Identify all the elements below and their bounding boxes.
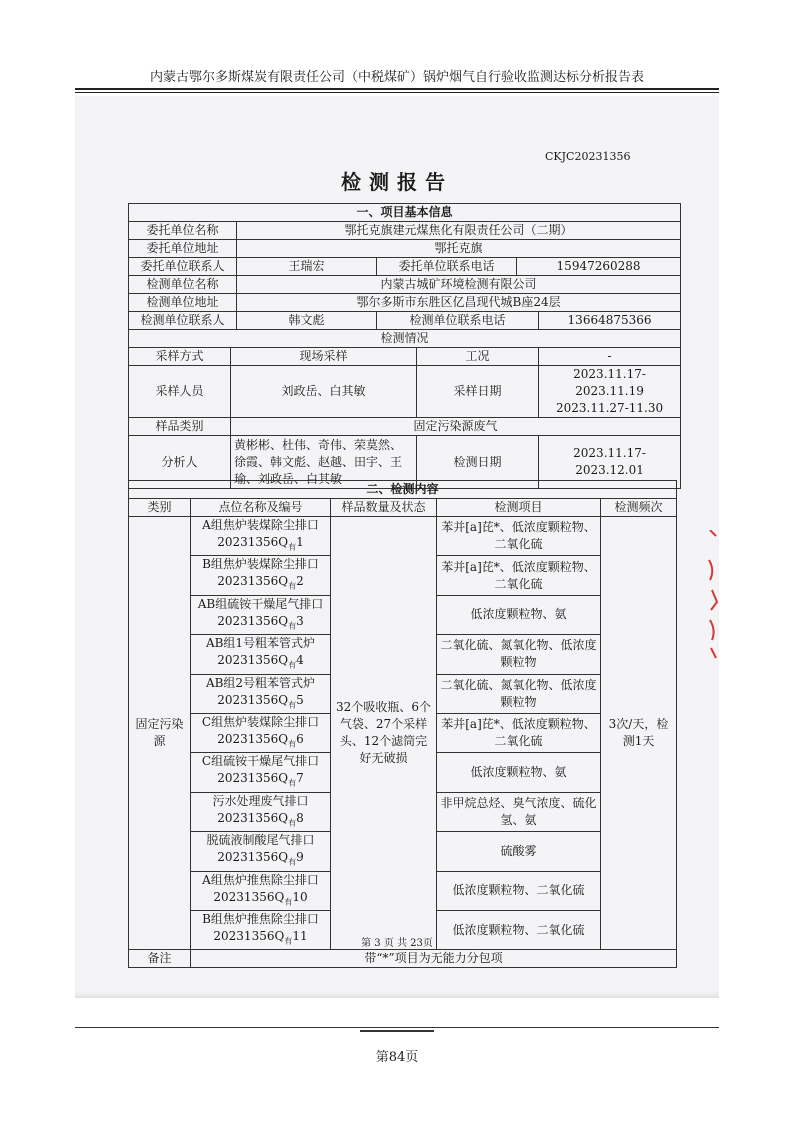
point-name: 脱硫液制酸尾气排口20231356Q [206, 833, 315, 865]
client-name-label: 委托单位名称 [129, 222, 237, 240]
point-subscript: 有 [288, 621, 297, 631]
point-subscript: 有 [288, 660, 297, 670]
point-cell [191, 832, 331, 871]
point-subscript: 有 [288, 857, 297, 867]
point-name: 污水处理废气排口20231356Q [212, 793, 309, 825]
sampling-method: 现场采样 [231, 348, 417, 366]
condition-label: 工况 [417, 348, 539, 366]
lab-name: 内蒙古城矿环境检测有限公司 [237, 276, 681, 294]
point-number: 7 [296, 771, 304, 786]
test-date-label: 检测日期 [417, 436, 539, 489]
sample-type-label: 样品类别 [129, 418, 231, 436]
section2-title: 二、检测内容 [129, 481, 677, 499]
inner-page-number: 第 3 页 共 23页 [361, 938, 433, 949]
point-number: 5 [296, 692, 304, 707]
point-name: A组焦炉推焦除尘排口20231356Q [202, 872, 319, 904]
point-number: 4 [296, 653, 304, 668]
items-cell: 苯并[a]芘*、低浓度颗粒物、二氧化硫 [437, 713, 601, 752]
lab-contact: 韩文彪 [237, 312, 377, 330]
point-name: A组焦炉装煤除尘排口20231356Q [202, 518, 319, 549]
point-cell [191, 792, 331, 831]
point-cell [191, 556, 331, 595]
seal-fragment [706, 530, 720, 660]
test-content-table [128, 480, 677, 968]
client-phone-label: 委托单位联系电话 [377, 258, 517, 276]
col-freq: 检测频次 [601, 499, 677, 517]
items-cell: 低浓度颗粒物、氨 [437, 753, 601, 792]
document-header: 内蒙古鄂尔多斯煤炭有限责任公司（中税煤矿）锅炉烟气自行验收监测达标分析报告表 [149, 70, 644, 85]
client-address: 鄂托克旗 [237, 240, 681, 258]
point-subscript: 有 [288, 542, 297, 552]
items-cell: 苯并[a]芘*、低浓度颗粒物、二氧化硫 [437, 556, 601, 595]
point-cell [191, 517, 331, 556]
point-subscript: 有 [288, 581, 297, 591]
point-subscript: 有 [288, 778, 297, 788]
point-subscript: 有 [284, 936, 293, 946]
basic-info-table [128, 203, 681, 489]
point-number: 10 [292, 889, 308, 904]
sampling-date [539, 366, 681, 418]
point-subscript: 有 [288, 739, 297, 749]
footer-page-number: 第84页 [375, 1050, 419, 1065]
point-number: 2 [296, 574, 304, 589]
condition: - [539, 348, 681, 366]
point-number: 9 [296, 850, 304, 865]
lab-address: 鄂尔多斯市东胜区亿昌现代城B座24层 [237, 294, 681, 312]
table-row [129, 517, 677, 556]
footer-rule [75, 1027, 719, 1028]
sampling-date-2: 2023.11.27-11.30 [555, 401, 664, 415]
qty-cell: 32个吸收瓶、6个气袋、27个采样头、12个滤筒完好无破损 [331, 517, 437, 950]
items-cell: 二氧化硫、氮氧化物、低浓度颗粒物 [437, 635, 601, 674]
point-name: AB组2号粗苯管式炉20231356Q [205, 675, 316, 707]
section1-title: 一、项目基本信息 [129, 204, 681, 222]
items-cell: 低浓度颗粒物、二氧化硫 [437, 910, 601, 949]
point-name: AB组硫铵干燥尾气排口20231356Q [197, 596, 324, 628]
point-cell [191, 753, 331, 792]
point-name: B组焦炉推焦除尘排口20231356Q [202, 911, 319, 943]
test-date: 2023.11.17-2023.12.01 [539, 436, 681, 489]
analysts: 黄彬彬、杜伟、奇伟、荣莫然、徐霞、韩文彪、赵越、田宇、王瑜、刘政岳、白其敏 [231, 436, 417, 489]
client-name: 鄂托克旗建元煤焦化有限责任公司（二期） [237, 222, 681, 240]
lab-phone-label: 检测单位联系电话 [377, 312, 539, 330]
point-subscript: 有 [288, 699, 297, 709]
sampling-method-label: 采样方式 [129, 348, 231, 366]
client-address-label: 委托单位地址 [129, 240, 237, 258]
report-code: CKJC20231356 [545, 150, 631, 163]
point-subscript: 有 [284, 896, 293, 906]
point-number: 8 [296, 810, 304, 825]
header-rule-thin [75, 92, 719, 93]
remark-label: 备注 [129, 950, 191, 968]
header-rule [75, 88, 719, 90]
point-number: 6 [296, 731, 304, 746]
col-point: 点位名称及编号 [191, 499, 331, 517]
point-cell [191, 635, 331, 674]
samplers-label: 采样人员 [129, 366, 231, 418]
point-name: B组焦炉装煤除尘排口20231356Q [202, 557, 319, 589]
items-cell: 非甲烷总烃、臭气浓度、硫化氢、氨 [437, 792, 601, 831]
col-category: 类别 [129, 499, 191, 517]
point-subscript: 有 [288, 818, 297, 828]
lab-phone: 13664875366 [539, 312, 681, 330]
remark: 带“*”项目为无能力分包项 [191, 950, 677, 968]
point-number: 11 [292, 928, 308, 943]
lab-name-label: 检测单位名称 [129, 276, 237, 294]
point-cell [191, 871, 331, 910]
point-cell [191, 713, 331, 752]
situation-title: 检测情况 [129, 330, 681, 348]
lab-contact-label: 检测单位联系人 [129, 312, 237, 330]
point-number: 3 [296, 613, 304, 628]
client-phone: 15947260288 [517, 258, 681, 276]
point-name: C组焦炉装煤除尘排口20231356Q [201, 714, 320, 746]
items-cell: 硫酸雾 [437, 832, 601, 871]
col-qty: 样品数量及状态 [331, 499, 437, 517]
col-items: 检测项目 [437, 499, 601, 517]
category-cell: 固定污染源 [129, 517, 191, 950]
lab-address-label: 检测单位地址 [129, 294, 237, 312]
point-cell [191, 674, 331, 713]
samplers: 刘政岳、白其敏 [231, 366, 417, 418]
sampling-date-1: 2023.11.17-2023.11.19 [573, 367, 646, 398]
point-name: AB组1号粗苯管式炉20231356Q [205, 636, 316, 668]
items-cell: 二氧化硫、氮氧化物、低浓度颗粒物 [437, 674, 601, 713]
point-name: C组硫铵干燥尾气排口20231356Q [201, 754, 320, 786]
items-cell: 低浓度颗粒物、氨 [437, 595, 601, 634]
items-cell: 低浓度颗粒物、二氧化硫 [437, 871, 601, 910]
sampling-date-label: 采样日期 [417, 366, 539, 418]
point-cell [191, 595, 331, 634]
report-title: 检测报告 [341, 170, 453, 194]
point-number: 1 [296, 535, 304, 549]
analysts-label: 分析人 [129, 436, 231, 489]
items-cell: 苯并[a]芘*、低浓度颗粒物、二氧化硫 [437, 517, 601, 556]
client-contact: 王瑞宏 [237, 258, 377, 276]
freq-cell: 3次/天，检测1天 [601, 517, 677, 950]
footer-mark [360, 1030, 434, 1032]
client-contact-label: 委托单位联系人 [129, 258, 237, 276]
sample-type: 固定污染源废气 [231, 418, 681, 436]
